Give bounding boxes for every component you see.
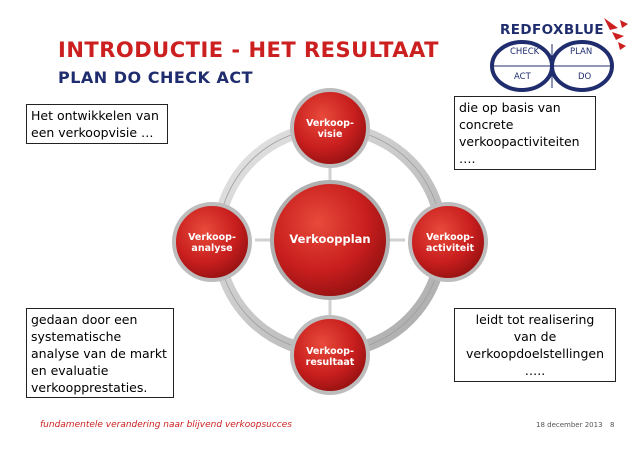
textbox-bottom-left-text: gedaan door een systematische analyse van de markt en evaluatie verkoopprestaties. [31, 312, 167, 395]
logo-act: ACT [514, 72, 531, 82]
footer-page-number: 8 [610, 421, 615, 429]
footer-tagline: fundamentele verandering naar blijvend verkoopsucces [40, 420, 292, 430]
textbox-top-left-text: Het ontwikkelen van een verkoopvisie … [31, 108, 159, 140]
logo-plan: PLAN [570, 47, 593, 57]
textbox-bottom-right [454, 308, 616, 382]
textbox-top-right-text: die op basis van concrete verkoopactiviteiten …. [459, 100, 580, 166]
textbox-bottom-left [26, 308, 174, 398]
textbox-top-right [454, 96, 596, 170]
node-left-label: Verkoop- analyse [188, 232, 236, 254]
slide-title: INTRODUCTIE - HET RESULTAAT [58, 38, 439, 62]
node-bottom-label: Verkoop- resultaat [305, 346, 355, 368]
logo-brand-text: REDFOXBLUE [500, 22, 605, 38]
footer-date: 18 december 2013 [536, 421, 603, 429]
textbox-bottom-right-text: leidt tot realisering van de verkoopdoelstellingen ….. [466, 312, 604, 378]
textbox-top-left [26, 104, 168, 144]
center-label: Verkoopplan [289, 232, 371, 246]
logo-do: DO [578, 72, 592, 82]
node-top-label: Verkoop- visie [306, 118, 354, 140]
logo-check: CHECK [510, 47, 540, 57]
node-right-label: Verkoop- activiteit [425, 232, 475, 254]
slide-subtitle: PLAN DO CHECK ACT [58, 68, 254, 87]
